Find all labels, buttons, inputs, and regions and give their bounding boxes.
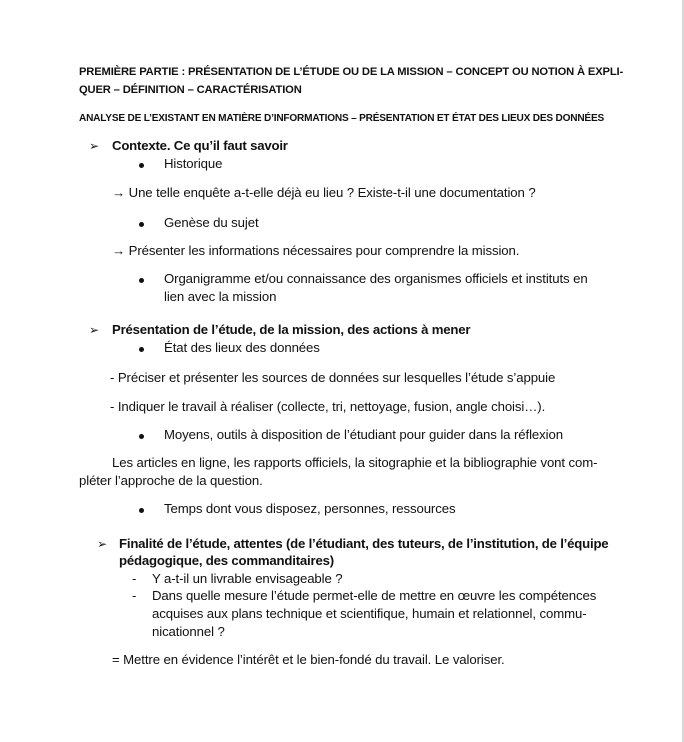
dash-item2-line3: nicationnel ?: [152, 624, 225, 639]
heading1-line2: QUER – DÉFINITION – CARACTÉRISATION: [79, 84, 302, 96]
round-bullet-icon: [139, 222, 144, 227]
round-bullet-icon: [139, 347, 144, 352]
arrowhead-bullet-icon: ➢: [89, 139, 100, 153]
line-indiquer: - Indiquer le travail à réaliser (collecte, tri, nettoyage, fusion, angle choisi…).: [110, 399, 546, 414]
dash-bullet: -: [132, 588, 137, 603]
section2-title: Présentation de l’étude, de la mission, des actions à mener: [112, 322, 471, 337]
round-bullet-icon: [139, 163, 144, 168]
bullet-historique: Historique: [164, 156, 223, 171]
arrowhead-bullet-icon: ➢: [89, 323, 100, 337]
section1-title: Contexte. Ce qu’il faut savoir: [112, 138, 288, 153]
line-preciser: - Préciser et présenter les sources de données sur lesquelles l’étude s’appuie: [110, 370, 556, 385]
section3-title-line1: Finalité de l’étude, attentes (de l’étudiant, des tuteurs, de l’institution, de l’équipe: [119, 536, 609, 551]
paragraph-line2: pléter l’approche de la question.: [79, 473, 263, 488]
paragraph-line1: Les articles en ligne, les rapports officiels, la sitographie et la bibliographie vont com-: [112, 455, 598, 470]
section3-title-line2: pédagogique, des commanditaires): [119, 553, 334, 568]
round-bullet-icon: [139, 508, 144, 513]
arrow-line-2: → Présenter les informations nécessaires pour comprendre la mission.: [112, 243, 520, 258]
conclusion: = Mettre en évidence l’intérêt et le bien-fondé du travail. Le valoriser.: [112, 652, 505, 667]
bullet-temps: Temps dont vous disposez, personnes, ressources: [164, 501, 456, 516]
bullet-organigramme-line2: lien avec la mission: [164, 289, 277, 304]
heading1-line1: PREMIÈRE PARTIE : PRÉSENTATION DE L’ÉTUDE OU DE LA MISSION – CONCEPT OU NOTION À EXPLI-: [79, 66, 624, 78]
bullet-organigramme-line1: Organigramme et/ou connaissance des organismes officiels et instituts en: [164, 271, 588, 286]
dash-item2-line2: acquises aux plans technique et scientifique, humain et relationnel, commu-: [152, 606, 587, 621]
bullet-etat-des-lieux: État des lieux des données: [164, 340, 320, 355]
arrow-line-1: → Une telle enquête a-t-elle déjà eu lieu ? Existe-t-il une documentation ?: [112, 185, 536, 200]
bullet-moyens: Moyens, outils à disposition de l’étudiant pour guider dans la réflexion: [164, 427, 563, 442]
dash-bullet: -: [132, 571, 137, 586]
bullet-genese: Genèse du sujet: [164, 215, 259, 230]
dash-item1: Y a-t-il un livrable envisageable ?: [152, 571, 343, 586]
arrowhead-bullet-icon: ➢: [97, 537, 108, 551]
round-bullet-icon: [139, 278, 144, 283]
dash-item2-line1: Dans quelle mesure l’étude permet-elle de mettre en œuvre les compétences: [152, 588, 597, 603]
heading2: ANALYSE DE L’EXISTANT EN MATIÈRE D’INFORMATIONS – PRÉSENTATION ET ÉTAT DES LIEUX DES DONNÉES: [79, 113, 605, 124]
round-bullet-icon: [139, 434, 144, 439]
